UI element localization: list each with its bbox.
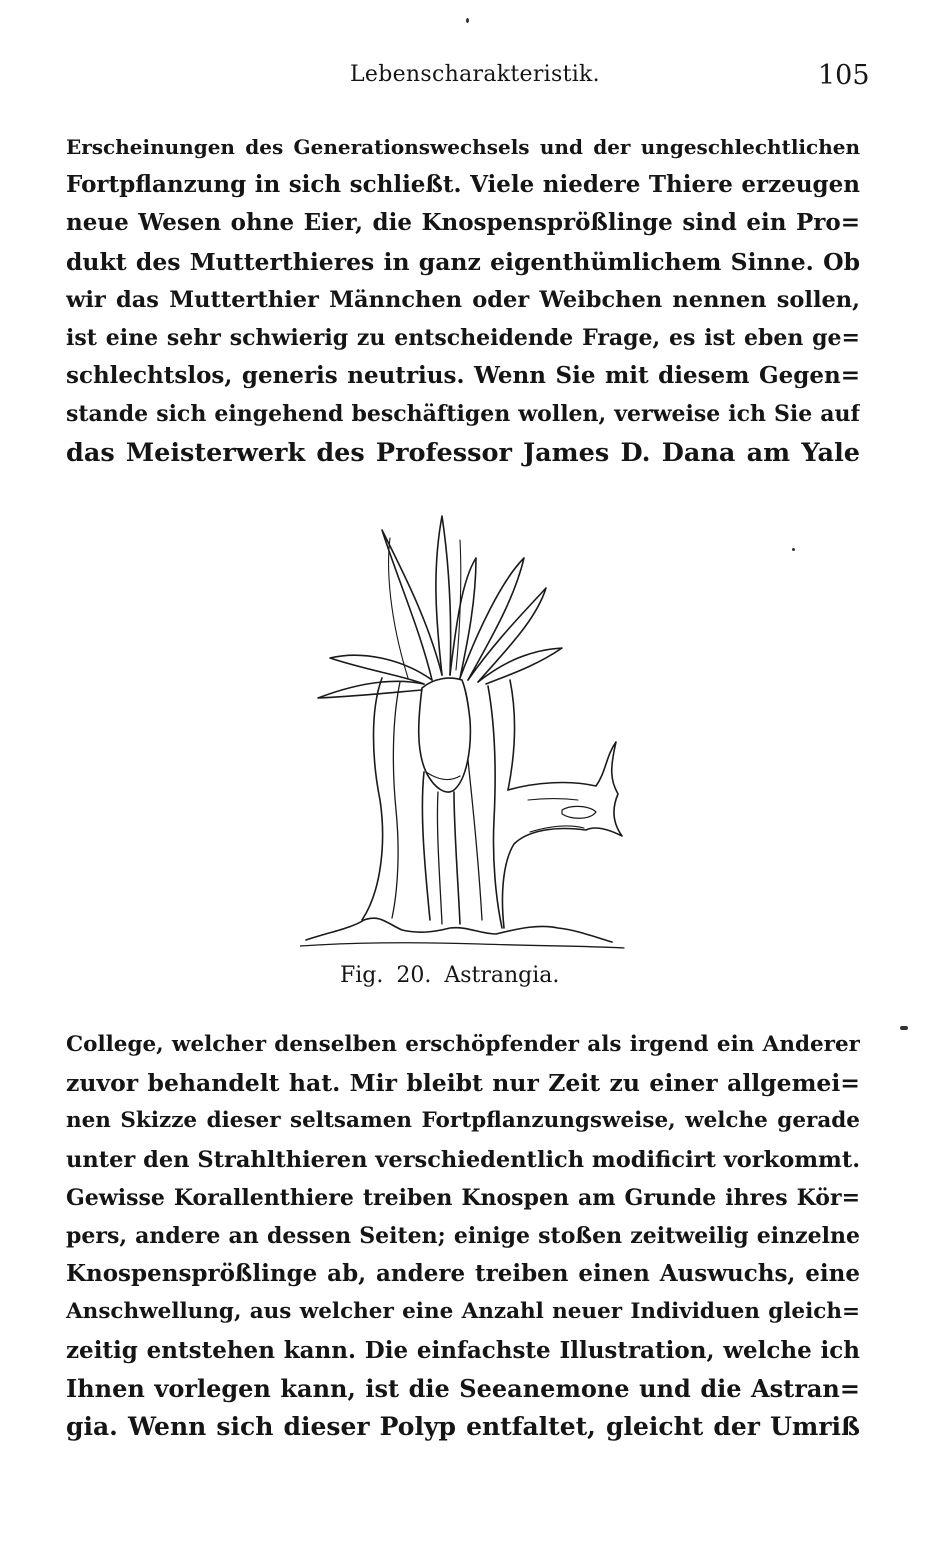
text-line: Gewisse Korallenthiere treiben Knospen am Grunde ihres Kör= bbox=[66, 1184, 860, 1211]
text-block-bottom bbox=[66, 1026, 860, 1446]
text-line: das Meisterwerk des Professor James D. Dana am Yale bbox=[66, 437, 860, 468]
print-speck bbox=[466, 18, 469, 23]
running-title: Lebenscharakteristik. bbox=[350, 62, 600, 87]
text-line: stande sich eingehend beschäftigen wollen, verweise ich Sie auf bbox=[66, 401, 860, 428]
text-line: zeitig entstehen kann. Die einfachste Illustration, welche ich bbox=[66, 1336, 860, 1364]
text-line: Erscheinungen des Generationswechsels und der ungeschlechtlichen bbox=[66, 135, 860, 159]
text-line: zuvor behandelt hat. Mir bleibt nur Zeit zu einer allgemei= bbox=[66, 1069, 860, 1098]
text-line: wir das Mutterthier Männchen oder Weibchen nennen sollen, bbox=[66, 286, 860, 313]
text-line: Knospensprößlinge ab, andere treiben einen Auswuchs, eine bbox=[66, 1260, 860, 1288]
text-line: dukt des Mutterthieres in ganz eigenthümlichem Sinne. Ob bbox=[66, 247, 860, 276]
text-line: ist eine sehr schwierig zu entscheidende Frage, es ist eben ge= bbox=[66, 324, 860, 351]
text-line: schlechtslos, generis neutrius. Wenn Sie mit diesem Gegen= bbox=[66, 362, 860, 390]
text-line: Anschwellung, aus welcher eine Anzahl neuer Individuen gleich= bbox=[66, 1299, 860, 1325]
text-line: neue Wesen ohne Eier, die Knospensprößlinge sind ein Pro= bbox=[66, 209, 860, 237]
page-number: 105 bbox=[818, 60, 870, 91]
text-line: pers, andere an dessen Seiten; einige stoßen zeitweilig einzelne bbox=[66, 1222, 860, 1249]
figure-caption: Fig. 20. Astrangia. bbox=[340, 963, 560, 988]
print-speck bbox=[792, 548, 795, 551]
text-line: nen Skizze dieser seltsamen Fortpflanzungsweise, welche gerade bbox=[66, 1108, 860, 1134]
text-block-top bbox=[66, 128, 860, 472]
text-line: Ihnen vorlegen kann, ist die Seeanemone und die Astran= bbox=[66, 1373, 860, 1403]
text-line: Fortpflanzung in sich schließt. Viele niedere Thiere erzeugen bbox=[66, 171, 860, 199]
print-speck bbox=[900, 1026, 908, 1030]
text-line: gia. Wenn sich dieser Polyp entfaltet, gleicht der Umriß bbox=[66, 1411, 860, 1441]
text-line: College, welcher denselben erschöpfender als irgend ein Anderer bbox=[66, 1032, 860, 1057]
astrangia-illustration bbox=[300, 510, 630, 950]
text-line: unter den Strahlthieren verschiedentlich modificirt vorkommt. bbox=[66, 1146, 860, 1173]
